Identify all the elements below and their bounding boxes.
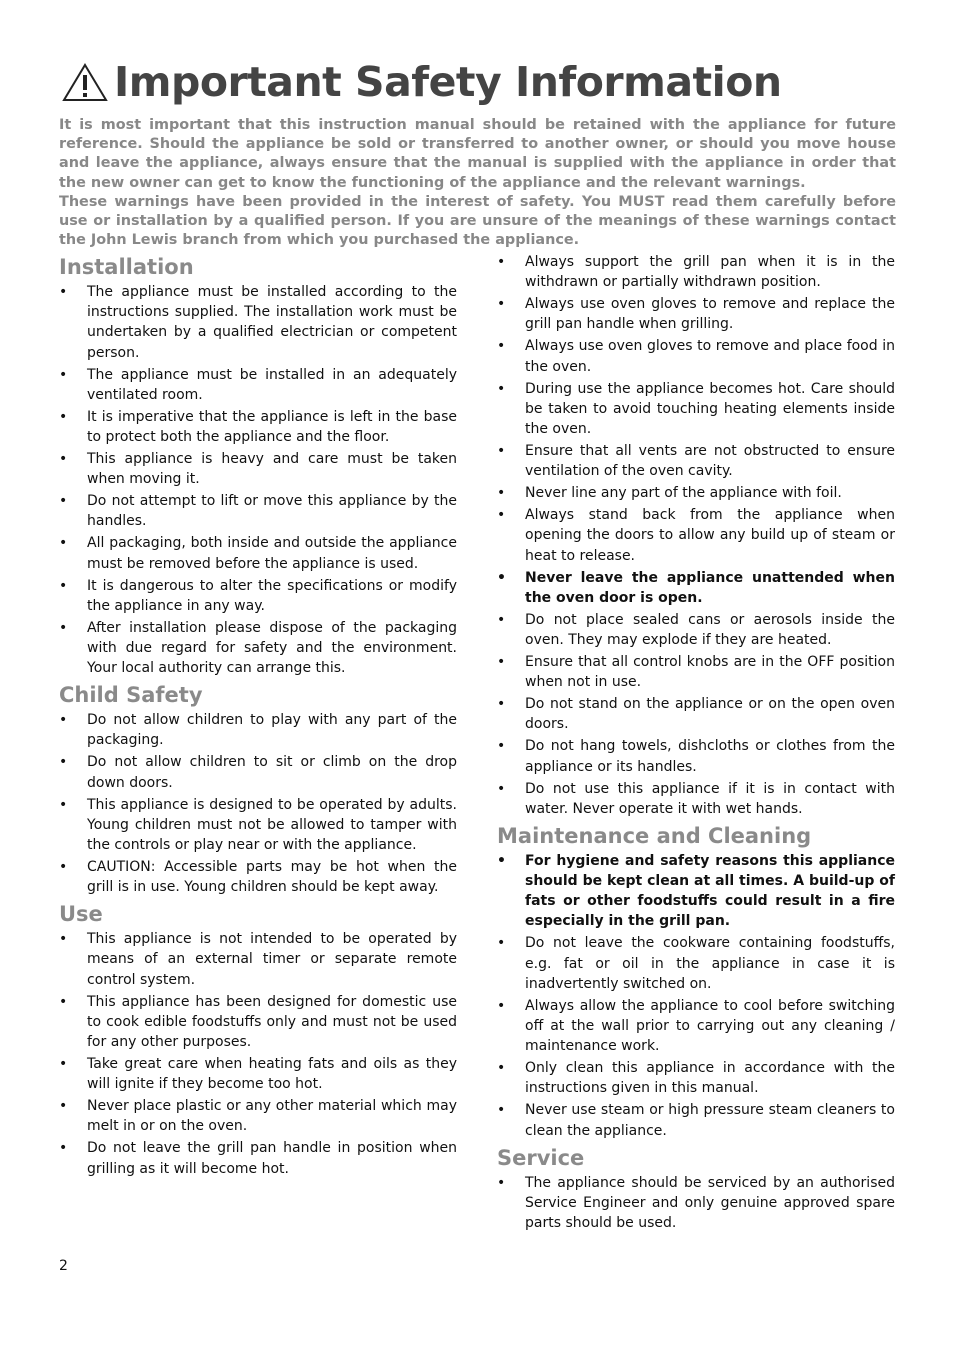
bullet: • [497, 696, 506, 713]
list-item-text: This appliance is not intended to be operated by means of an external timer or separate remote control system. [87, 931, 457, 988]
list-item [59, 407, 457, 447]
bullet: • [59, 577, 68, 594]
bullet: • [497, 780, 506, 797]
warning-triangle-icon [62, 62, 108, 102]
bullet: • [497, 380, 506, 397]
list-item-text: Never leave the appliance unattended when the oven door is open. [525, 569, 895, 606]
list-item [497, 1058, 895, 1098]
use-list-continued [497, 252, 895, 819]
list-item-text: This appliance has been designed for domestic use to cook edible foodstuffs only and must not be used for any other purposes. [87, 993, 457, 1051]
list-item [497, 736, 895, 776]
section-heading-installation: Installation [59, 255, 194, 279]
bullet: • [497, 507, 506, 524]
page-title-text: Important Safety Information [114, 58, 782, 106]
list-item [497, 505, 895, 566]
list-item [59, 282, 457, 363]
list-item-text: CAUTION: Accessible parts may be hot when the grill is in use. Young children should be kept away. [87, 859, 457, 896]
list-item [497, 1100, 895, 1140]
list-item-text: Never use steam or high pressure steam cleaners to clean the appliance. [525, 1102, 895, 1139]
list-item-text: Do not use this appliance if it is in contact with water. Never operate it with wet hands. [525, 780, 895, 817]
list-item-text: Do not allow children to sit or climb on the drop down doors. [87, 754, 457, 791]
list-item [59, 857, 457, 897]
list-item-text: The appliance must be installed in an adequately ventilated room. [87, 366, 457, 403]
left-column [59, 252, 457, 1181]
list-item-text: Do not attempt to lift or move this appliance by the handles. [87, 493, 457, 530]
list-item-text: Always use oven gloves to remove and place food in the oven. [525, 338, 895, 375]
bullet: • [497, 443, 506, 460]
page-number: 2 [59, 1258, 68, 1274]
list-item [497, 610, 895, 650]
list-item-text: All packaging, both inside and outside the appliance must be removed before the appliance is used. [87, 535, 457, 572]
bullet: • [497, 611, 506, 628]
list-item [497, 294, 895, 334]
list-item-text: Do not place sealed cans or aerosols inside the oven. They may explode if they are heated. [525, 611, 895, 649]
list-item [59, 533, 457, 573]
list-item [497, 996, 895, 1057]
bullet: • [59, 408, 68, 425]
bullet: • [497, 569, 506, 586]
bullet: • [59, 712, 68, 729]
bullet: • [59, 1098, 68, 1115]
list-item-text: Ensure that all control knobs are in the OFF position when not in use. [525, 654, 895, 691]
list-item [59, 1138, 457, 1178]
list-item-text: It is dangerous to alter the specifications or modify the appliance in any way. [87, 577, 457, 614]
list-item-text: This appliance is heavy and care must be taken when moving it. [87, 451, 457, 488]
list-item-text: The appliance must be installed according to the instructions supplied. The installation work must be undertaken by a qualified electrician or competent person. [87, 284, 457, 361]
bullet: • [59, 366, 68, 383]
bullet: • [59, 1056, 68, 1073]
list-item [497, 441, 895, 481]
bullet: • [497, 935, 506, 952]
list-item-text: Do not leave the cookware containing foodstuffs, e.g. fat or oil in the appliance in case it is inadvertently switched on. [525, 935, 895, 992]
list-item-text: It is imperative that the appliance is left in the base to protect both the appliance and the floor. [87, 408, 457, 446]
list-item-text: After installation please dispose of the packaging with due regard for safety and the environment. Your local authority can arrange this. [87, 619, 457, 677]
bullet: • [59, 754, 68, 771]
section-heading-child-safety: Child Safety [59, 683, 203, 708]
list-item [59, 929, 457, 990]
section-heading-use: Use [59, 902, 103, 927]
list-item [59, 365, 457, 405]
bullet: • [59, 796, 68, 813]
list-item [59, 449, 457, 489]
bullet: • [59, 619, 68, 636]
list-item-text: This appliance is designed to be operated by adults. Young children must not be allowed to tamper with the controls or play near or with the appliance. [87, 796, 457, 854]
list-item-text: Do not allow children to play with any part of the packaging. [87, 712, 457, 749]
intro-paragraph: These warnings have been provided in the interest of safety. You MUST read them carefully before use or installation by a qualified person. If you are unsure of the meanings of these warnings contact the John Lewis branch from which you purchased the appliance. [59, 193, 896, 249]
bullet: • [497, 997, 506, 1014]
bullet: • [59, 451, 68, 468]
intro-paragraph: It is most important that this instruction manual should be retained with the appliance for future reference. Should the appliance be sold or transferred to another owner, or should you move house and leave the appliance, always ensure that the manual is supplied with the appliance in order that the new owner can get to know the functioning of the appliance and the relevant warnings. [59, 117, 896, 191]
list-item-text: The appliance should be serviced by an authorised Service Engineer and only genuine approved spare parts should be used. [525, 1174, 895, 1232]
right-column [497, 252, 895, 1235]
list-item [497, 336, 895, 376]
list-item [59, 618, 457, 679]
list-item [59, 1054, 457, 1094]
bullet: • [497, 654, 506, 671]
intro-text [59, 116, 896, 250]
service-list [497, 1173, 895, 1234]
bullet: • [497, 296, 506, 313]
list-item-text: Always use oven gloves to remove and replace the grill pan handle when grilling. [525, 296, 895, 333]
page-title [62, 58, 782, 106]
bullet: • [59, 859, 68, 876]
list-item [497, 379, 895, 440]
child-safety-list [59, 710, 457, 897]
list-item-text: Do not hang towels, dishcloths or clothes from the appliance or its handles. [525, 738, 895, 775]
bullet: • [497, 1060, 506, 1077]
use-list [59, 929, 457, 1179]
list-item-warning [497, 851, 895, 932]
bullet: • [497, 485, 506, 502]
list-item-text: Only clean this appliance in accordance with the instructions given in this manual. [525, 1060, 895, 1097]
list-item-text: Never place plastic or any other material which may melt in or on the oven. [87, 1098, 457, 1135]
list-item-text: Never line any part of the appliance with foil. [525, 485, 842, 502]
maintenance-list [497, 851, 895, 1141]
list-item [497, 1173, 895, 1234]
list-item [59, 795, 457, 856]
list-item [59, 576, 457, 616]
bullet: • [497, 1174, 506, 1191]
list-item [497, 652, 895, 692]
list-item-text: Always allow the appliance to cool before switching off at the wall prior to carrying out any cleaning / maintenance work. [525, 997, 895, 1055]
list-item [59, 992, 457, 1053]
list-item-text: During use the appliance becomes hot. Care should be taken to avoid touching heating elements inside the oven. [525, 380, 895, 438]
section-heading-service: Service [497, 1145, 585, 1170]
bullet: • [497, 254, 506, 270]
list-item-text: Take great care when heating fats and oils as they will ignite if they become too hot. [87, 1056, 457, 1093]
section-heading-maintenance: Maintenance and Cleaning [497, 823, 812, 848]
bullet: • [59, 1140, 68, 1157]
bullet: • [59, 284, 68, 300]
list-item-text: Do not leave the grill pan handle in position when grilling as it will become hot. [87, 1140, 457, 1177]
bullet: • [59, 493, 68, 510]
list-item [59, 1096, 457, 1136]
list-item [497, 483, 895, 503]
list-item [497, 779, 895, 819]
list-item [59, 710, 457, 750]
bullet: • [497, 738, 506, 755]
list-item-text: Ensure that all vents are not obstructed to ensure ventilation of the oven cavity. [525, 443, 895, 480]
list-item-text: For hygiene and safety reasons this appliance should be kept clean at all times. A build-up of fats or other foodstuffs could result in a fire especially in the grill pan. [525, 852, 895, 930]
bullet: • [497, 1102, 506, 1119]
installation-list [59, 282, 457, 678]
bullet: • [59, 993, 68, 1010]
list-item-text: Always support the grill pan when it is in the withdrawn or partially withdrawn position. [525, 254, 895, 291]
list-item [497, 252, 895, 292]
list-item [497, 694, 895, 734]
list-item [497, 933, 895, 994]
bullet: • [497, 852, 506, 869]
list-item [59, 752, 457, 792]
bullet: • [497, 338, 506, 355]
list-item-warning [497, 568, 895, 608]
list-item-text: Do not stand on the appliance or on the open oven doors. [525, 696, 895, 733]
list-item [59, 491, 457, 531]
list-item-text: Always stand back from the appliance when opening the doors to allow any build up of steam or heat to release. [525, 507, 895, 564]
bullet: • [59, 931, 68, 948]
bullet: • [59, 535, 68, 552]
